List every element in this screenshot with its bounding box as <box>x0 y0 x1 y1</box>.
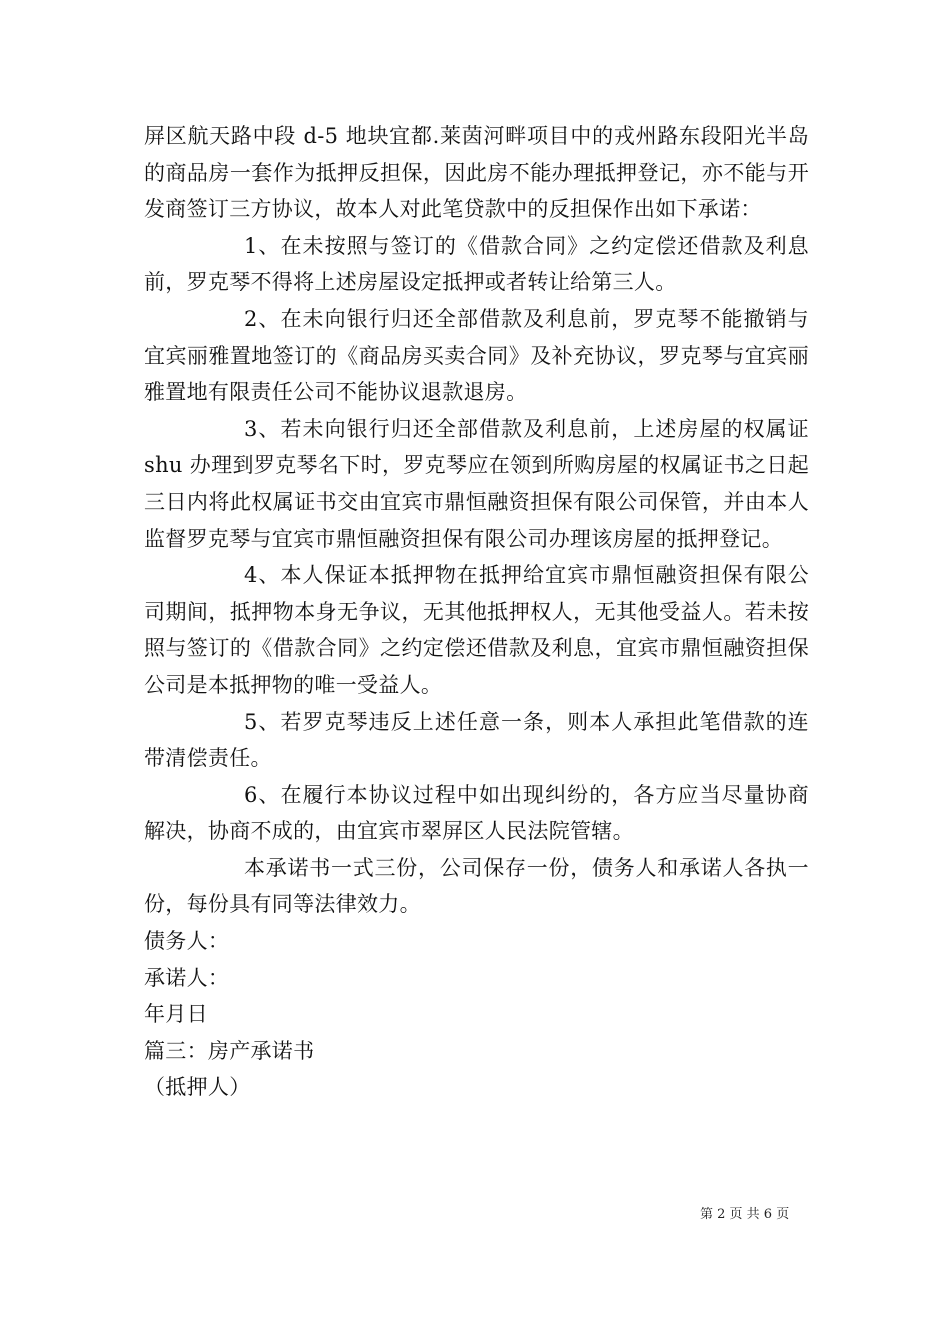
signature-debtor-label: 债务人： <box>144 929 230 954</box>
paragraph-item-4: 4、本人保证本抵押物在抵押给宜宾市鼎恒融资担保有限公司期间，抵押物本身无争议，无其他抵押权人，无其他受益人。若未按照与签订的《借款合同》之约定偿还借款及利息，宜宾市鼎恒融资担保公司是本抵押物的唯一受益人。 <box>144 563 809 697</box>
paragraph-intro: 屏区航天路中段 d-5 地块宜都.莱茵河畔项目中的戎州路东段阳光半岛的商品房一套作为抵押反担保，因此房不能办理抵押登记，亦不能与开发商签订三方协议，故本人对此笔贷款中的反担保作出如下承诺： <box>144 124 809 222</box>
paragraph-item-1: 1、在未按照与签订的《借款合同》之约定偿还借款及利息前，罗克琴不得将上述房屋设定抵押或者转让给第三人。 <box>144 233 809 295</box>
section-subtitle: （抵押人） <box>144 1075 251 1100</box>
page-number-footer: 第 2 页 共 6 页 <box>700 1207 790 1222</box>
document-body <box>144 118 809 1106</box>
paragraph-item-3: 3、若未向银行归还全部借款及利息前，上述房屋的权属证 shu 办理到罗克琴名下时，罗克琴应在领到所购房屋的权属证书之日起三日内将此权属证书交由宜宾市鼎恒融资担保有限公司保管，并由本人监督罗克琴与宜宾市鼎恒融资担保有限公司办理该房屋的抵押登记。 <box>144 416 809 551</box>
section-title: 篇三：房产承诺书 <box>144 1038 315 1063</box>
paragraph-item-5: 5、若罗克琴违反上述任意一条，则本人承担此笔借款的连带清偿责任。 <box>144 709 809 771</box>
paragraph-item-2: 2、在未向银行归还全部借款及利息前，罗克琴不能撤销与宜宾丽雅置地签订的《商品房买卖合同》及补充协议，罗克琴与宜宾丽雅置地有限责任公司不能协议退款退房。 <box>144 306 809 405</box>
signature-date-label: 年月日 <box>144 1002 208 1027</box>
signature-promisor-label: 承诺人： <box>144 965 230 990</box>
paragraph-copies: 本承诺书一式三份，公司保存一份，债务人和承诺人各执一份，每份具有同等法律效力。 <box>144 855 809 917</box>
paragraph-item-6: 6、在履行本协议过程中如出现纠纷的，各方应当尽量协商解决，协商不成的，由宜宾市翠屏区人民法院管辖。 <box>144 782 809 844</box>
